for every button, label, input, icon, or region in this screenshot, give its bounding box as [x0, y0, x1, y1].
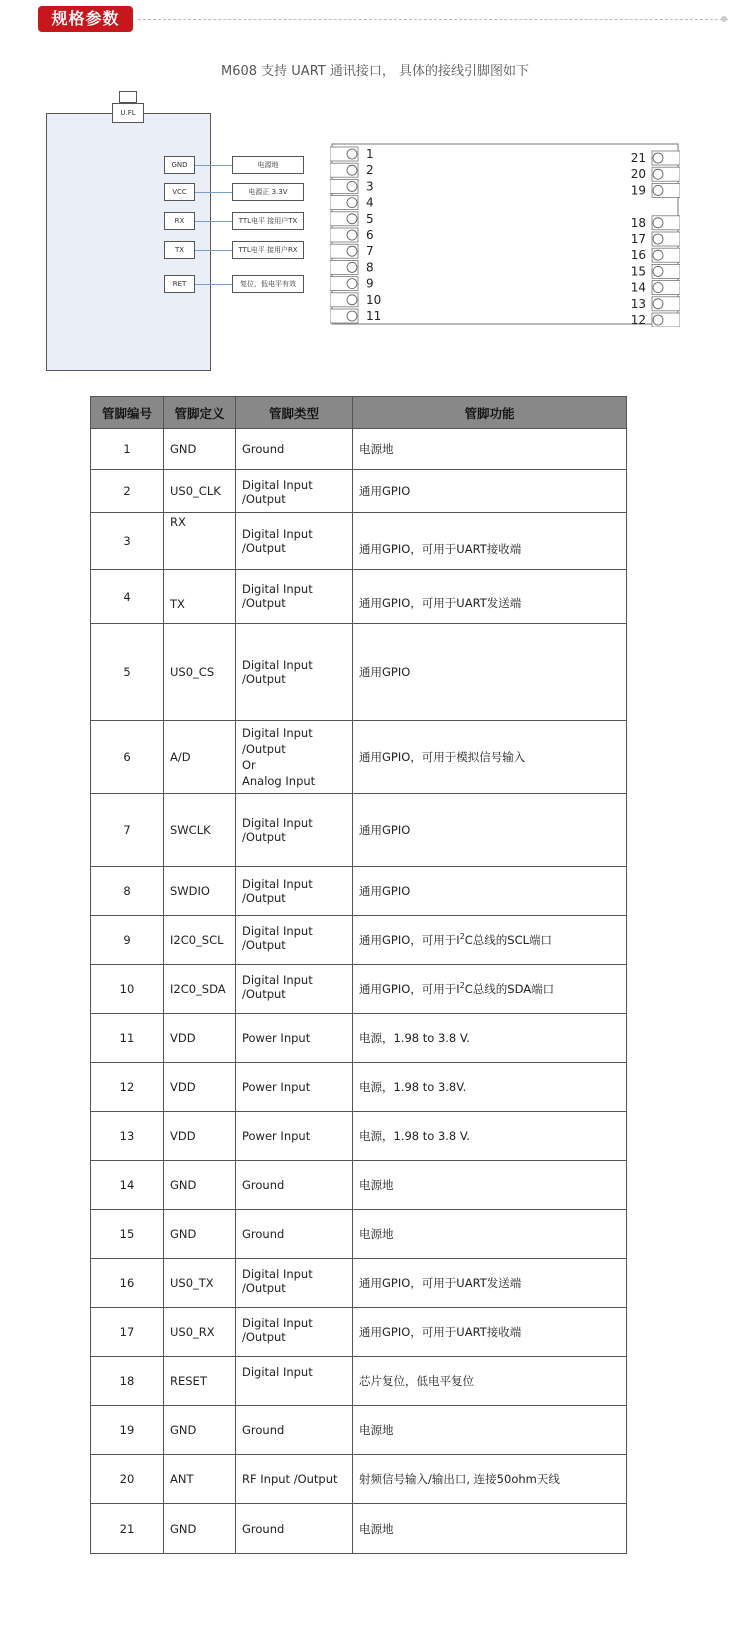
pin-function: 电源地 — [353, 1210, 627, 1259]
pin-type: Digital Input /Output — [236, 513, 353, 570]
left-pin-hole — [347, 279, 357, 289]
header-pin-function: 管脚功能 — [353, 397, 627, 429]
table-row — [91, 1357, 627, 1406]
pin-type: Power Input — [236, 1063, 353, 1112]
pin-description: TTL电平 接用户RX — [232, 241, 304, 259]
header-pin-number: 管脚编号 — [91, 397, 164, 429]
pin-number: 15 — [91, 1210, 164, 1259]
table-row — [91, 965, 627, 1014]
pin-function: 通用GPIO — [353, 867, 627, 916]
pin-description: 电源正 3.3V — [232, 183, 304, 201]
pin-definition: TX — [164, 570, 236, 624]
left-pin-hole — [347, 198, 357, 208]
pin-label: RET — [164, 275, 195, 293]
pin-function: 通用GPIO，可用于UART发送端 — [353, 570, 627, 624]
pin-number: 20 — [91, 1455, 164, 1504]
right-pin-number: 20 — [630, 167, 646, 182]
table-row — [91, 624, 627, 721]
pin-definition: VDD — [164, 1063, 236, 1112]
pin-function: 通用GPIO，可用于UART发送端 — [353, 1259, 627, 1308]
section-title: 规格参数 — [38, 6, 133, 32]
pin-definition: GND — [164, 1504, 236, 1554]
pin-type: Digital Input /Output — [236, 965, 353, 1014]
right-pin-hole — [653, 315, 663, 325]
pin-definition: RESET — [164, 1357, 236, 1406]
pin-type: Ground — [236, 1504, 353, 1554]
pin-definition: SWDIO — [164, 867, 236, 916]
pin-function: 通用GPIO — [353, 794, 627, 867]
header-pin-type: 管脚类型 — [236, 397, 353, 429]
pin-diagram-outline — [332, 144, 678, 324]
table-row — [91, 721, 627, 794]
pin-function: 电源，1.98 to 3.8V. — [353, 1063, 627, 1112]
section-divider — [138, 19, 728, 20]
pin-function-text: C总线的SDA端口 — [464, 982, 555, 996]
pin-function: 芯片复位，低电平复位 — [353, 1357, 627, 1406]
pin-definition: GND — [164, 429, 236, 470]
right-pin-number: 13 — [630, 296, 646, 311]
pin-description: 电源地 — [232, 156, 304, 174]
pin-number: 16 — [91, 1259, 164, 1308]
pin-type: Ground — [236, 1406, 353, 1455]
left-pin-hole — [347, 230, 357, 240]
pin-function — [353, 965, 627, 1014]
pin-definition: SWCLK — [164, 794, 236, 867]
pin-connector-line — [195, 221, 232, 222]
right-pin-number: 15 — [630, 264, 646, 279]
pin-number: 8 — [91, 867, 164, 916]
pin-definition: A/D — [164, 721, 236, 794]
table-row — [91, 1014, 627, 1063]
left-pin-hole — [347, 149, 357, 159]
pin-number: 9 — [91, 916, 164, 965]
left-pin-hole — [347, 165, 357, 175]
pin-label: TX — [164, 241, 195, 259]
left-pin-hole — [347, 246, 357, 256]
pin-number: 13 — [91, 1112, 164, 1161]
pin-number: 21 — [91, 1504, 164, 1554]
left-pin-number: 7 — [366, 244, 374, 259]
subtitle: M608 支持 UART 通讯接口， 具体的接线引脚图如下 — [221, 64, 529, 79]
pin-function: 通用GPIO，可用于模拟信号输入 — [353, 721, 627, 794]
pin-definition: RX — [164, 513, 236, 570]
left-pin-number: 6 — [366, 228, 374, 242]
left-pin-number: 4 — [366, 195, 374, 210]
pin-function — [353, 916, 627, 965]
right-pin-hole — [653, 185, 663, 195]
pin-label: GND — [164, 156, 195, 174]
pin-number: 11 — [91, 1014, 164, 1063]
table-row — [91, 470, 627, 513]
right-pin-hole — [653, 266, 663, 276]
left-pin-number: 3 — [366, 179, 374, 194]
superscript: 2 — [459, 981, 465, 991]
table-row — [91, 1112, 627, 1161]
left-pin-number: 1 — [366, 147, 374, 161]
pin-number: 12 — [91, 1063, 164, 1112]
table-row — [91, 1504, 627, 1554]
left-pin-number: 10 — [366, 292, 382, 307]
pin-type: Digital Input /Output — [236, 470, 353, 513]
pin-definition: GND — [164, 1161, 236, 1210]
table-row — [91, 570, 627, 624]
pin-number: 3 — [91, 513, 164, 570]
right-pin-hole — [653, 283, 663, 293]
pin-number: 2 — [91, 470, 164, 513]
pin-type: Ground — [236, 429, 353, 470]
section-header — [38, 6, 728, 32]
pin-type: Digital Input — [236, 1357, 353, 1406]
pin-connector-line — [195, 192, 232, 193]
pin-connector-line — [195, 250, 232, 251]
pin-layout-diagram — [330, 142, 680, 327]
pin-type: Digital Input /Output — [236, 624, 353, 721]
pin-type: Power Input — [236, 1112, 353, 1161]
pin-type-line: Or — [242, 758, 256, 772]
pin-number: 17 — [91, 1308, 164, 1357]
pin-function: 电源，1.98 to 3.8 V. — [353, 1112, 627, 1161]
right-pin-number: 12 — [630, 313, 646, 327]
pin-definition: US0_TX — [164, 1259, 236, 1308]
pin-function: 通用GPIO，可用于UART接收端 — [353, 513, 627, 570]
pin-type: Digital Input /Output — [236, 570, 353, 624]
pin-type: Digital Input /Output — [236, 794, 353, 867]
pin-number: 19 — [91, 1406, 164, 1455]
pin-function: 电源地 — [353, 429, 627, 470]
right-pin-hole — [653, 218, 663, 228]
pin-type: Digital Input /Output — [236, 916, 353, 965]
pin-function: 射频信号输入/输出口, 连接50ohm天线 — [353, 1455, 627, 1504]
pin-number: 6 — [91, 721, 164, 794]
pin-definition: I2C0_SDA — [164, 965, 236, 1014]
superscript: 2 — [459, 932, 465, 942]
pin-definition: US0_CS — [164, 624, 236, 721]
pin-connector-line — [195, 284, 232, 285]
pin-function: 电源地 — [353, 1161, 627, 1210]
left-pin-number: 9 — [366, 276, 374, 291]
right-pin-hole — [653, 169, 663, 179]
pin-function-text: 通用GPIO，可用于I — [359, 933, 460, 947]
right-pin-number: 17 — [630, 232, 646, 246]
pin-definition: GND — [164, 1210, 236, 1259]
table-row — [91, 1063, 627, 1112]
pin-type-line: Digital Input /Output — [242, 726, 313, 756]
pin-definition: VDD — [164, 1014, 236, 1063]
table-row — [91, 513, 627, 570]
pin-type: Power Input — [236, 1014, 353, 1063]
pin-label: RX — [164, 212, 195, 230]
right-pin-number: 18 — [630, 215, 646, 230]
pin-definition: US0_RX — [164, 1308, 236, 1357]
pin-number: 10 — [91, 965, 164, 1014]
right-pin-number: 16 — [630, 248, 646, 263]
pin-number: 7 — [91, 794, 164, 867]
divider-end-icon — [720, 15, 728, 23]
pin-number: 18 — [91, 1357, 164, 1406]
right-pin-number: 19 — [630, 183, 646, 198]
left-pin-number: 2 — [366, 163, 374, 178]
right-pin-number: 21 — [630, 151, 646, 165]
pin-definition: ANT — [164, 1455, 236, 1504]
pin-type: Digital Input /Output — [236, 1308, 353, 1357]
pin-function: 电源地 — [353, 1406, 627, 1455]
pin-function: 电源，1.98 to 3.8 V. — [353, 1014, 627, 1063]
pin-connector-line — [195, 165, 232, 166]
pin-definition: VDD — [164, 1112, 236, 1161]
table-row — [91, 1406, 627, 1455]
pin-function: 通用GPIO，可用于UART接收端 — [353, 1308, 627, 1357]
pin-type: Digital Input /Output — [236, 1259, 353, 1308]
pin-number: 5 — [91, 624, 164, 721]
pin-definition: GND — [164, 1406, 236, 1455]
left-pin-number: 5 — [366, 211, 374, 226]
table-row — [91, 1259, 627, 1308]
pin-function: 通用GPIO — [353, 470, 627, 513]
right-pin-hole — [653, 250, 663, 260]
right-pin-hole — [653, 234, 663, 244]
pin-function-text: 通用GPIO，可用于I — [359, 982, 460, 996]
pin-table — [90, 396, 627, 1554]
pin-type: RF Input /Output — [236, 1455, 353, 1504]
pin-function-text: C总线的SCL端口 — [464, 933, 553, 947]
pin-type-line: Analog Input — [242, 774, 316, 788]
pin-number: 1 — [91, 429, 164, 470]
pin-type: Ground — [236, 1161, 353, 1210]
left-pin-hole — [347, 295, 357, 305]
pin-description: TTL电平 接用户TX — [232, 212, 304, 230]
table-row — [91, 916, 627, 965]
left-pin-number: 8 — [366, 260, 374, 275]
header-pin-definition: 管脚定义 — [164, 397, 236, 429]
ufl-connector-cap — [119, 91, 137, 103]
table-row — [91, 1161, 627, 1210]
pin-type — [236, 721, 353, 794]
table-row — [91, 429, 627, 470]
table-row — [91, 794, 627, 867]
table-row — [91, 1210, 627, 1259]
pin-type: Ground — [236, 1210, 353, 1259]
pin-function: 电源地 — [353, 1504, 627, 1554]
pin-number: 4 — [91, 570, 164, 624]
pin-definition: US0_CLK — [164, 470, 236, 513]
pin-description: 复位，低电平有效 — [232, 275, 304, 293]
right-pin-number: 14 — [630, 280, 646, 295]
left-pin-hole — [347, 262, 357, 272]
table-row — [91, 1308, 627, 1357]
right-pin-hole — [653, 299, 663, 309]
table-row — [91, 867, 627, 916]
table-row — [91, 1455, 627, 1504]
ufl-label: U.FL — [112, 103, 144, 123]
pin-number: 14 — [91, 1161, 164, 1210]
left-pin-hole — [347, 181, 357, 191]
table-header-row — [91, 397, 627, 429]
pin-type: Digital Input /Output — [236, 867, 353, 916]
left-pin-number: 11 — [366, 309, 382, 323]
pin-label: VCC — [164, 183, 195, 201]
pin-definition: I2C0_SCL — [164, 916, 236, 965]
left-pin-hole — [347, 214, 357, 224]
left-pin-hole — [347, 311, 357, 321]
pin-function: 通用GPIO — [353, 624, 627, 721]
right-pin-hole — [653, 153, 663, 163]
